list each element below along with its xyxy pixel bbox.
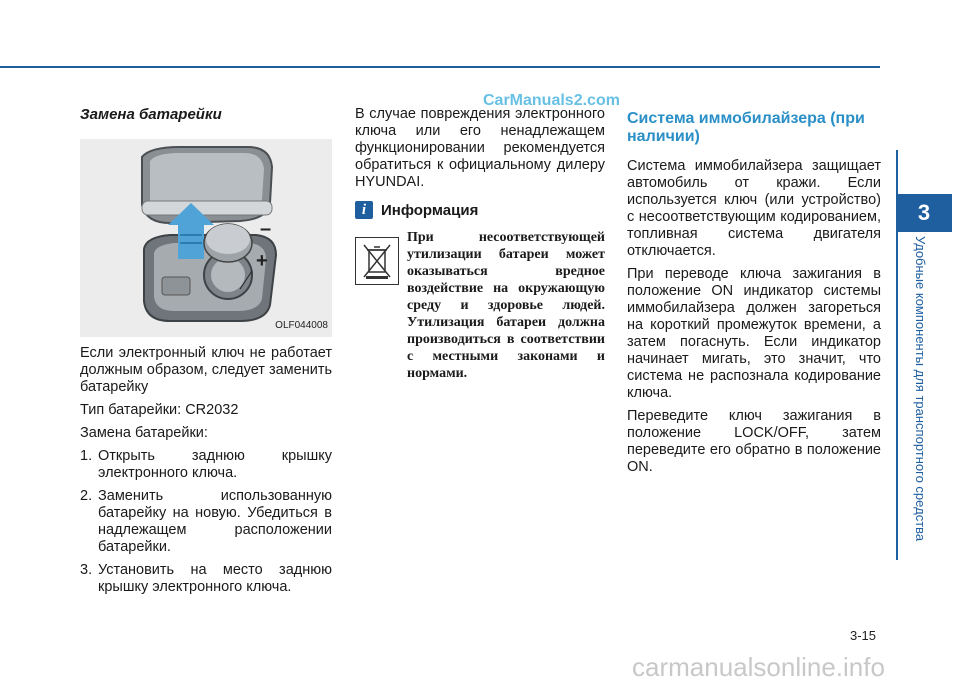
list-item: 2. Заменить использованную батарейку на новую. Убедиться в надлежащем расположении батарейки. bbox=[80, 488, 332, 555]
immobilizer-paragraph: Система иммобилайзера защищает автомобиль от кражи. Если используется ключ (или устройство) с несоответствующим кодированием, топливная система двигателя отключается. bbox=[627, 158, 881, 259]
immobilizer-paragraph: При переводе ключа зажигания в положение ON индикатор системы иммобилайзера должен загореться на короткий промежуток времени, а затем погаснуть. Если индикатор начинает мигать, это значит, что система не распознала кодирование ключа. bbox=[627, 266, 881, 401]
key-battery-figure bbox=[80, 139, 332, 337]
minus-sign: – bbox=[260, 218, 272, 240]
battery-heading: Замена батарейки bbox=[80, 106, 222, 123]
info-title: Информация bbox=[381, 201, 479, 219]
battery-intro: Если электронный ключ не работает должным образом, следует заменить батарейку bbox=[80, 345, 333, 395]
battery-type: Тип батарейки: CR2032 bbox=[80, 402, 239, 418]
column-right bbox=[627, 106, 881, 482]
watermark-bottom: carmanualsonline.info bbox=[632, 652, 885, 682]
chapter-title-vertical: Удобные компоненты для транспортного средства bbox=[913, 236, 928, 542]
info-header bbox=[355, 201, 605, 219]
immobilizer-heading: Система иммобилайзера (при наличии) bbox=[627, 110, 865, 145]
page-number: 3-15 bbox=[850, 628, 877, 643]
plus-sign: + bbox=[256, 250, 268, 272]
top-rule bbox=[0, 66, 880, 68]
battery-steps bbox=[80, 448, 332, 596]
info-body bbox=[355, 229, 605, 382]
steps-title: Замена батарейки: bbox=[80, 425, 208, 441]
column-left bbox=[80, 106, 332, 602]
column-middle bbox=[355, 106, 605, 382]
immobilizer-paragraph: Переведите ключ зажигания в положение LOCK/OFF, затем переведите его обратно в положение ON. bbox=[627, 408, 881, 475]
info-icon: i bbox=[355, 201, 373, 219]
key-fob-illustration bbox=[80, 139, 332, 337]
figure-caption: OLF044008 bbox=[275, 320, 328, 331]
list-item: 3. Установить на место заднюю крышку электронного ключа. bbox=[80, 562, 332, 595]
list-item: 1. Открыть заднюю крышку электронного ключа. bbox=[80, 448, 332, 481]
damage-note: В случае повреждения электронного ключа или его ненадлежащем функционировании рекомендуется обратиться к официальному дилеру HYUNDAI. bbox=[355, 106, 605, 190]
watermark-top: CarManuals2.com bbox=[483, 92, 620, 109]
chapter-number-tab: 3 bbox=[896, 194, 952, 232]
info-text: При несоответствующей утилизации батареи может оказываться вредное воздействие на окружающую среду и здоровье людей. Утилизация батареи должна производиться в соответствии с местными законами и нормами. bbox=[407, 230, 605, 381]
crossed-bin-icon bbox=[355, 237, 399, 285]
